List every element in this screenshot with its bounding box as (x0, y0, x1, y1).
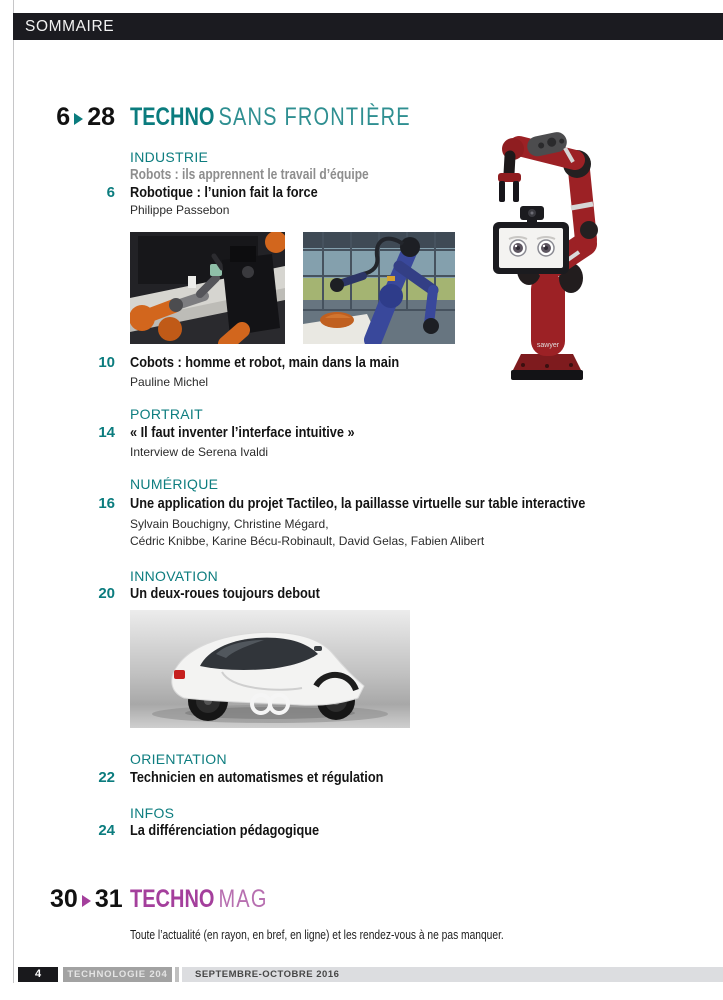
footer-divider (175, 967, 179, 982)
toc-entry-title: Un deux-roues toujours debout (130, 585, 320, 602)
rubric-infos: INFOS (130, 805, 175, 821)
toc-entry-page-number: 16 (98, 495, 115, 512)
arrow-right-icon (82, 895, 91, 907)
section-page-range (50, 885, 123, 914)
toc-entry-page-number: 10 (98, 354, 115, 371)
toc-entry-title: Robotique : l’union fait la force (130, 184, 318, 201)
photo-industrial-robot (303, 232, 455, 344)
page-title: SOMMAIRE (25, 18, 115, 35)
rubric-lead: Robots : ils apprennent le travail d’équipe (130, 166, 369, 183)
toc-entry-interface-intuitive (50, 424, 394, 442)
section-description: Toute l’actualité (en rayon, en bref, en ligne) et les rendez-vous à ne pas manquer. (130, 928, 504, 942)
rubric-innovation: INNOVATION (130, 568, 219, 584)
arrow-right-icon (74, 113, 83, 125)
photo-sawyer-robot (465, 118, 625, 388)
section-title-strong: TECHNO (130, 103, 215, 131)
toc-entry-authors: Sylvain Bouchigny, Christine Mégard, (130, 517, 329, 531)
section-title-light: SANS FRONTIÈRE (218, 103, 411, 131)
section-techno-mag-header (50, 885, 302, 914)
toc-entry-differenciation (50, 822, 353, 840)
page-edge-line (13, 0, 14, 983)
toc-entry-page-number: 24 (98, 822, 115, 839)
sawyer-label: sawyer (536, 342, 560, 349)
rubric-orientation: ORIENTATION (130, 751, 227, 767)
toc-entry-authors: Interview de Serena Ivaldi (130, 445, 269, 459)
rubric-industrie: INDUSTRIE (130, 149, 209, 165)
toc-entry-authors: Philippe Passebon (130, 203, 230, 217)
toc-entry-authors: Pauline Michel (130, 375, 209, 389)
toc-entry-page-number: 22 (98, 769, 115, 786)
footer-issue-date: SEPTEMBRE-OCTOBRE 2016 (182, 967, 723, 982)
toc-entry-page-number: 20 (98, 585, 115, 602)
toc-entry-deux-roues (50, 585, 353, 603)
section-page-range (50, 103, 115, 132)
toc-entry-title: La différenciation pédagogique (130, 822, 320, 839)
section-title (130, 103, 411, 132)
section-title (130, 885, 268, 914)
toc-entry-title: Cobots : homme et robot, main dans la main (130, 354, 400, 371)
photo-industrial-robot-graphic (303, 232, 455, 344)
rubric-portrait: PORTRAIT (130, 406, 203, 422)
rubric-numerique: NUMÉRIQUE (130, 476, 219, 492)
toc-entry-title: « Il faut inventer l’interface intuitive » (130, 424, 355, 441)
toc-entry-title: Une application du projet Tactileo, la paillasse virtuelle sur table interactive (130, 495, 586, 512)
section-techno-sans-frontiere-header (50, 103, 481, 132)
page-to: 28 (87, 103, 115, 131)
footer-magazine-name: TECHNOLOGIE 204 (63, 967, 172, 982)
photo-enclosed-motorcycle (130, 610, 410, 728)
photo-collaborative-robot-arms (130, 232, 285, 344)
photo-collaborative-robot-arms-graphic (130, 232, 285, 344)
page-from: 30 (50, 885, 78, 913)
section-title-strong: TECHNO (130, 885, 215, 913)
toc-entry-robotique (50, 184, 351, 202)
page-to: 31 (94, 885, 123, 913)
page-footer (18, 967, 723, 982)
toc-entry-authors-line2: Cédric Knibbe, Karine Bécu-Robinault, David Gelas, Fabien Alibert (130, 534, 485, 548)
toc-entry-technicien (50, 769, 428, 787)
photo-enclosed-motorcycle-graphic (130, 610, 410, 728)
toc-entry-tactileo (50, 495, 666, 513)
sommaire-header-bar (13, 13, 723, 40)
footer-page-number: 4 (18, 967, 58, 982)
page-from: 6 (56, 103, 71, 131)
section-title-light: MAG (218, 885, 268, 913)
toc-entry-page-number: 6 (106, 184, 115, 201)
photo-sawyer-robot-graphic (465, 118, 625, 388)
toc-entry-cobots (50, 354, 447, 372)
toc-entry-title: Technicien en automatismes et régulation (130, 769, 384, 786)
toc-entry-page-number: 14 (98, 424, 115, 441)
